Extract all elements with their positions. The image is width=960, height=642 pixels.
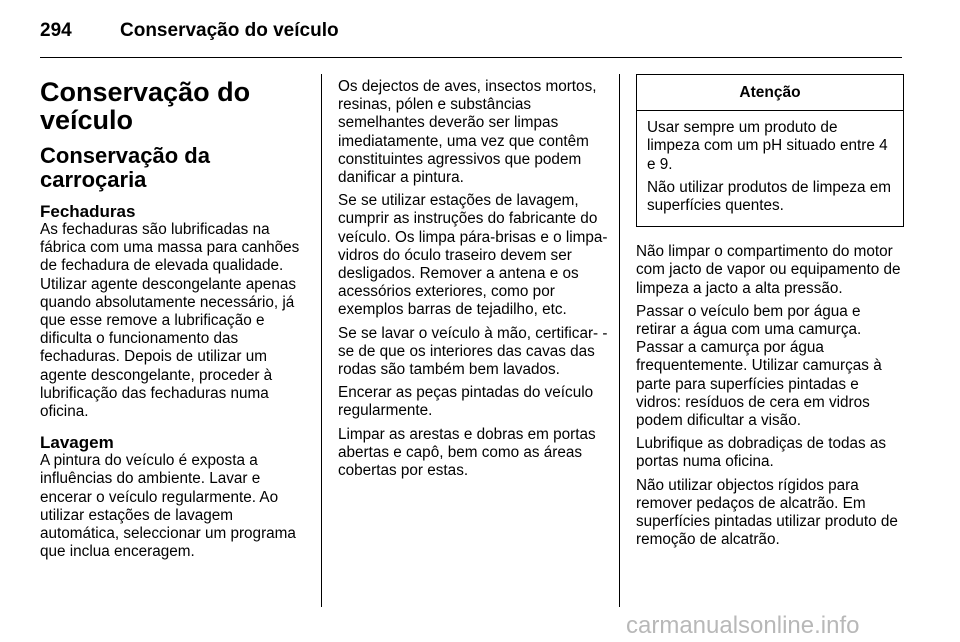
- paragraph: Limpar as arestas e dobras em portas abertas e capô, bem como as áreas cobertas por estas.: [338, 425, 596, 480]
- subsection-locks-title: Fechaduras: [40, 202, 136, 221]
- paragraph: Se se lavar o veículo à mão, certificar- -se de que os interiores das cavas das rodas são também bem lavados.: [338, 324, 608, 379]
- page-header: [40, 17, 902, 58]
- watermark: carmanualsonline.info: [626, 612, 860, 639]
- column-divider: [321, 74, 322, 607]
- washing-paragraph: A pintura do veículo é exposta a influências do ambiente. Lavar e encerar o veículo regularmente. Ao utilizar estações de lavagem automática, seleccionar um programa que inclua enceragem.: [40, 452, 296, 561]
- caution-body: [637, 111, 903, 226]
- paragraph: Passar o veículo bem por água e retirar a água com uma camurça. Passar a camurça por água frequentemente. Utilizar camurças à parte para superfícies pintadas e vidros: resíduos de cera em vidros podem dificultar a visão.: [636, 302, 882, 430]
- column-divider: [619, 74, 620, 607]
- column-right: [636, 78, 904, 554]
- running-title: Conservação do veículo: [120, 20, 339, 41]
- caution-box: [636, 74, 904, 227]
- paragraph: Os dejectos de aves, insectos mortos, resinas, pólen e substâncias semelhantes deverão ser limpas imediatamente, uma vez que contêm constituintes agressivos que podem danificar a pintura.: [338, 78, 597, 187]
- paragraph: Lubrifique as dobradiças de todas as portas numa oficina.: [636, 435, 887, 471]
- caution-paragraph: Não utilizar produtos de limpeza em superfícies quentes.: [647, 178, 892, 215]
- paragraph: Não utilizar objectos rígidos para remover pedaços de alcatrão. Em superfícies pintadas utilizar produto de remoção de alcatrão.: [636, 476, 898, 549]
- page-number: 294: [40, 20, 72, 41]
- column-middle: [338, 78, 608, 485]
- paragraph: Encerar as peças pintadas do veículo regularmente.: [338, 384, 594, 420]
- paragraph: Se se utilizar estações de lavagem, cumprir as instruções do fabricante do veículo. Os limpa pára-brisas e o limpa-vidros do óculo traseiro devem ser desligados. Remover a antena e os acessórios exteriores, como por exemplos barras de tejadilho, etc.: [338, 192, 608, 319]
- section-title: Conservação da carroçaria: [40, 143, 210, 192]
- chapter-title: Conservação do veículo: [40, 77, 251, 135]
- subsection-washing-title: Lavagem: [40, 433, 114, 453]
- column-left: [40, 78, 312, 566]
- paragraph: Não limpar o compartimento do motor com jacto de vapor ou equipamento de limpeza a jacto a alta pressão.: [636, 243, 901, 297]
- caution-paragraph: Usar sempre um produto de limpeza com um pH situado entre 4 e 9.: [647, 119, 888, 173]
- caution-title: Atenção: [637, 75, 903, 111]
- locks-paragraph: As fechaduras são lubrificadas na fábrica com uma massa para canhões de fechadura de elevada qualidade. Utilizar agente descongelante apenas quando absolutamente necessário, já que esse remove a lubrificação e dificulta o funcionamento das fechaduras. Depois de utilizar um agente descongelante, proceder à lubrificação das fechaduras numa oficina.: [40, 221, 300, 421]
